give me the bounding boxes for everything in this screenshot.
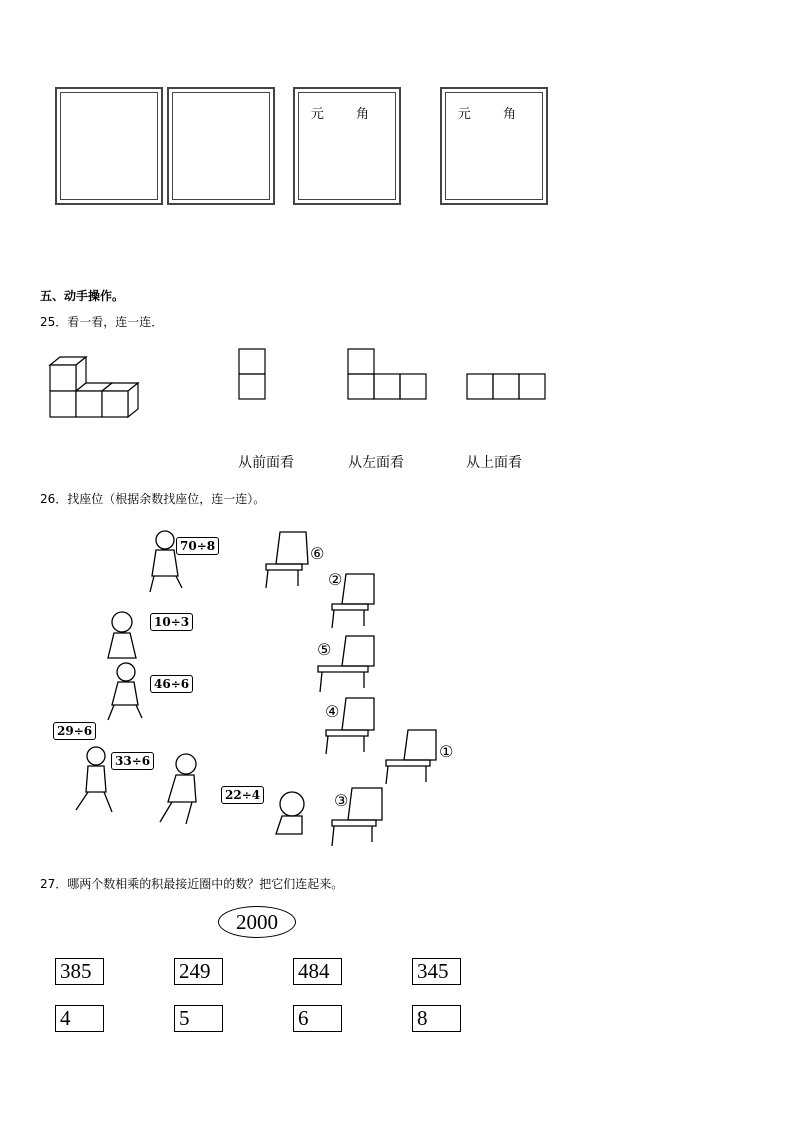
section-title: 五、动手操作。 bbox=[40, 289, 125, 303]
number-box: 5 bbox=[174, 1005, 223, 1032]
child-figure-2 bbox=[108, 612, 136, 658]
left-view-shape bbox=[347, 348, 429, 402]
chair-1 bbox=[386, 730, 436, 784]
number-box: 249 bbox=[174, 958, 223, 985]
view-label-front: 从前面看 bbox=[238, 455, 294, 471]
money-frame bbox=[293, 87, 401, 205]
frame-currency-label: 元 角 bbox=[310, 107, 384, 122]
division-bubble: 10÷3 bbox=[150, 613, 193, 631]
frame-currency-label: 元 角 bbox=[457, 107, 531, 122]
money-frame bbox=[440, 87, 548, 205]
division-bubble: 29÷6 bbox=[53, 722, 96, 740]
child-figure-6 bbox=[276, 792, 304, 834]
top-view-shape bbox=[466, 373, 548, 403]
child-figure-3 bbox=[108, 663, 142, 720]
view-label-top: 从上面看 bbox=[466, 455, 522, 471]
child-figure-4 bbox=[76, 747, 112, 812]
number-box: 8 bbox=[412, 1005, 461, 1032]
seat-number: ③ bbox=[334, 791, 349, 810]
money-frame bbox=[167, 87, 275, 205]
seat-number: ⑥ bbox=[310, 544, 325, 563]
front-view-shape bbox=[238, 348, 268, 402]
child-figure-5 bbox=[160, 754, 196, 824]
division-bubble: 22÷4 bbox=[221, 786, 264, 804]
seat-number: ① bbox=[439, 742, 454, 761]
question-26-text: 26．找座位（根据余数找座位，连一连）。 bbox=[40, 492, 266, 506]
question-25-text: 25．看一看，连一连． bbox=[40, 315, 164, 329]
seat-number: ⑤ bbox=[317, 640, 332, 659]
cube-stack-figure bbox=[40, 345, 150, 425]
chair-6 bbox=[266, 532, 308, 588]
division-bubble: 46÷6 bbox=[150, 675, 193, 693]
number-box: 4 bbox=[55, 1005, 104, 1032]
view-label-left: 从左面看 bbox=[348, 455, 404, 471]
number-box: 385 bbox=[55, 958, 104, 985]
number-box: 345 bbox=[412, 958, 461, 985]
number-box: 6 bbox=[293, 1005, 342, 1032]
number-box: 484 bbox=[293, 958, 342, 985]
seat-number: ② bbox=[328, 570, 343, 589]
division-bubble: 33÷6 bbox=[111, 752, 154, 770]
division-bubble: 70÷8 bbox=[176, 537, 219, 555]
target-number-oval: 2000 bbox=[218, 906, 296, 938]
money-frame bbox=[55, 87, 163, 205]
seat-number: ④ bbox=[325, 702, 340, 721]
question-27-text: 27．哪两个数相乘的积最接近圈中的数？把它们连起来。 bbox=[40, 877, 344, 891]
